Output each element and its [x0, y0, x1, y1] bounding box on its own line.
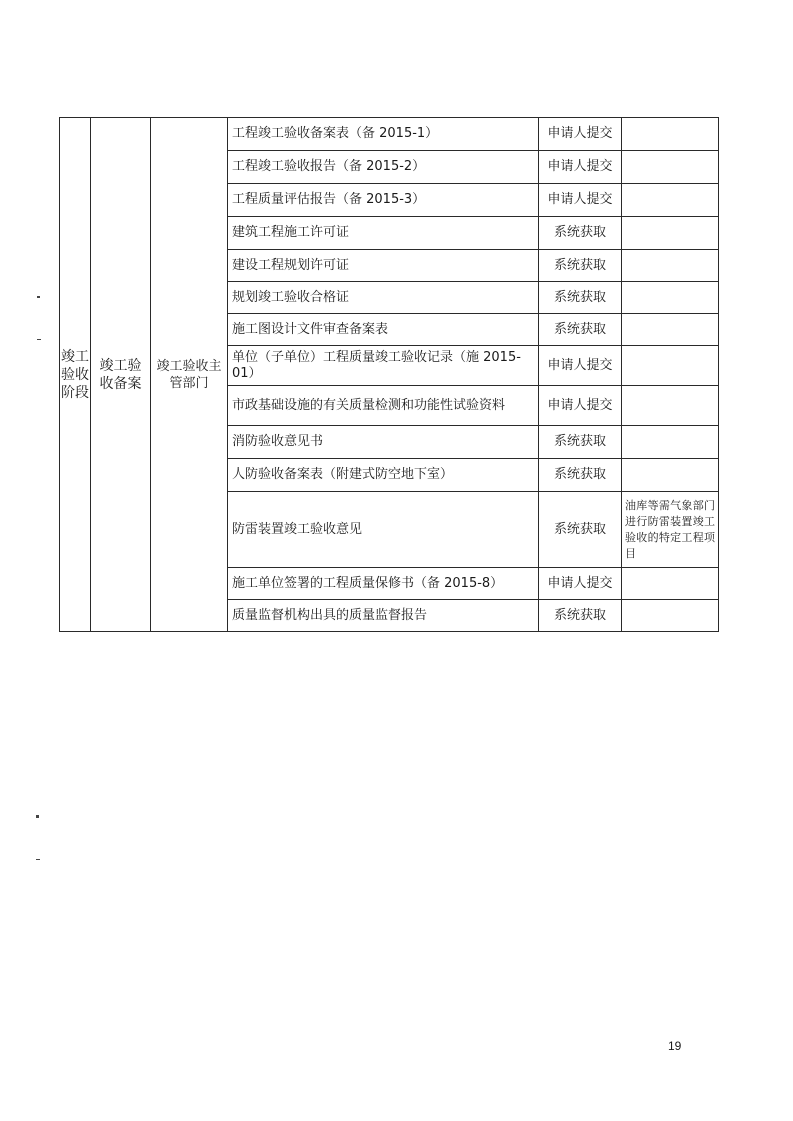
document-cell: 工程竣工验收报告（备 2015-2）: [228, 151, 539, 184]
source-cell: 系统获取: [539, 282, 622, 314]
document-cell: 施工单位签署的工程质量保修书（备 2015-8）: [228, 568, 539, 600]
document-cell: 工程竣工验收备案表（备 2015-1）: [228, 118, 539, 151]
note-cell: [622, 568, 719, 600]
note-cell: [622, 459, 719, 492]
note-cell: [622, 217, 719, 250]
note-cell: [622, 118, 719, 151]
note-cell: [622, 184, 719, 217]
scan-mark: [37, 296, 40, 298]
source-cell: 系统获取: [539, 250, 622, 282]
note-cell: [622, 600, 719, 632]
document-requirements-table: [59, 117, 719, 632]
scan-mark: [36, 859, 40, 860]
source-cell: 系统获取: [539, 314, 622, 346]
note-cell: [622, 314, 719, 346]
note-cell: [622, 386, 719, 426]
note-cell: [622, 250, 719, 282]
document-cell: 消防验收意见书: [228, 426, 539, 459]
document-cell: 质量监督机构出具的质量监督报告: [228, 600, 539, 632]
note-cell: [622, 151, 719, 184]
source-cell: 申请人提交: [539, 386, 622, 426]
department-cell: 竣工验收主管部门: [151, 118, 228, 632]
stage-cell: 竣工验收阶段: [60, 118, 91, 632]
note-cell: 油库等需气象部门进行防雷装置竣工验收的特定工程项目: [622, 492, 719, 568]
source-cell: 申请人提交: [539, 184, 622, 217]
document-cell: 建筑工程施工许可证: [228, 217, 539, 250]
document-cell: 市政基础设施的有关质量检测和功能性试验资料: [228, 386, 539, 426]
source-cell: 系统获取: [539, 426, 622, 459]
table-row: [60, 118, 719, 151]
note-cell: [622, 282, 719, 314]
document-cell: 单位（子单位）工程质量竣工验收记录（施 2015-01）: [228, 346, 539, 386]
source-cell: 系统获取: [539, 492, 622, 568]
document-cell: 建设工程规划许可证: [228, 250, 539, 282]
scan-mark: [36, 815, 39, 818]
document-cell: 施工图设计文件审查备案表: [228, 314, 539, 346]
document-cell: 防雷装置竣工验收意见: [228, 492, 539, 568]
source-cell: 申请人提交: [539, 151, 622, 184]
source-cell: 申请人提交: [539, 568, 622, 600]
page-number: 19: [668, 1039, 682, 1053]
note-cell: [622, 346, 719, 386]
source-cell: 系统获取: [539, 600, 622, 632]
source-cell: 系统获取: [539, 459, 622, 492]
document-cell: 规划竣工验收合格证: [228, 282, 539, 314]
document-cell: 人防验收备案表（附建式防空地下室）: [228, 459, 539, 492]
source-cell: 系统获取: [539, 217, 622, 250]
scan-mark: [37, 339, 41, 340]
document-cell: 工程质量评估报告（备 2015-3）: [228, 184, 539, 217]
source-cell: 申请人提交: [539, 118, 622, 151]
matter-cell: 竣工验收备案: [91, 118, 151, 632]
note-cell: [622, 426, 719, 459]
source-cell: 申请人提交: [539, 346, 622, 386]
